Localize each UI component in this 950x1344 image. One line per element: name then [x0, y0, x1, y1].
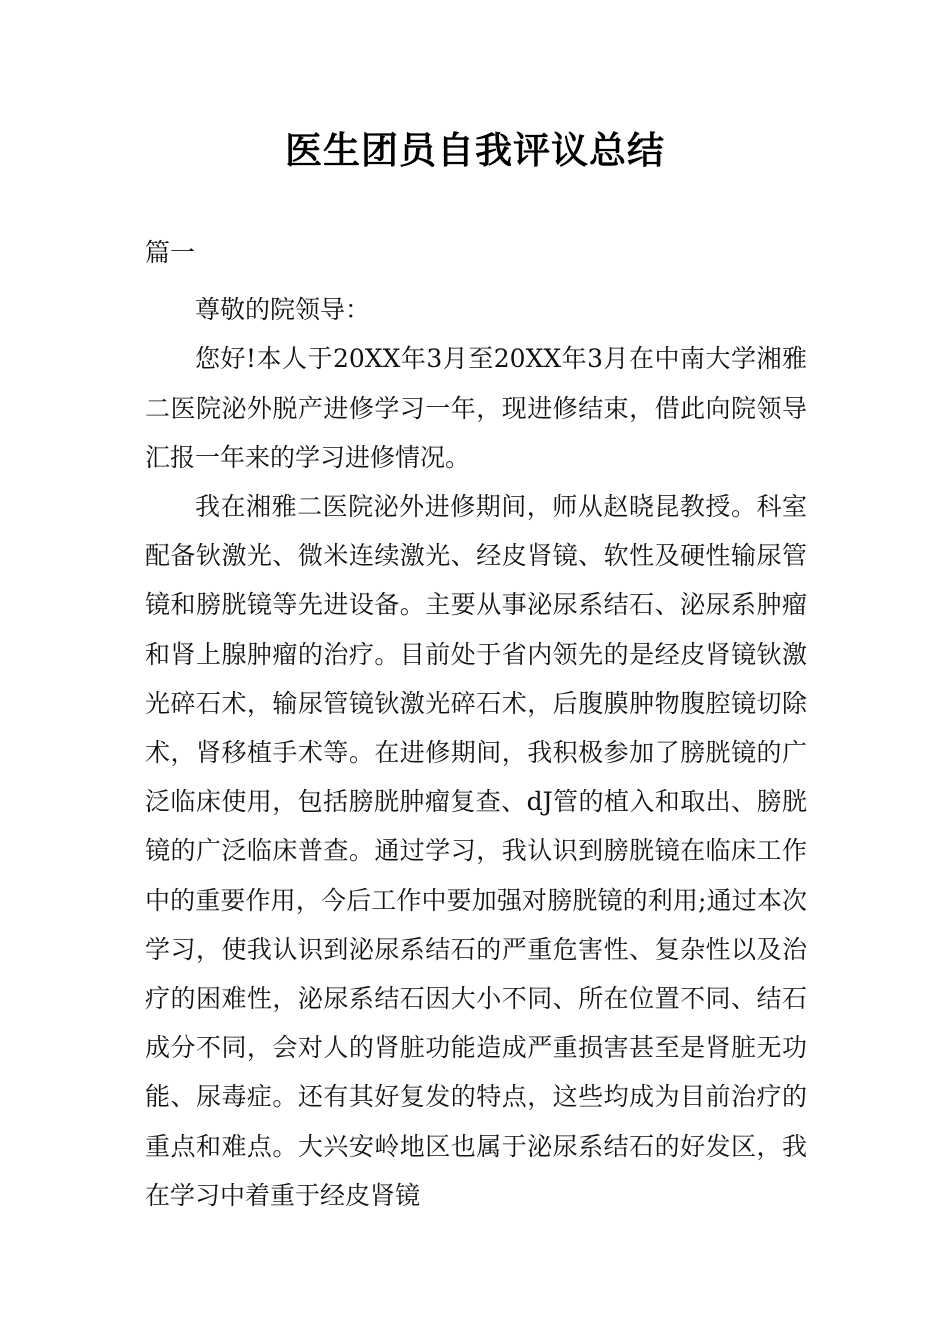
document-title: 医生团员自我评议总结 [285, 129, 665, 172]
paragraph-1: 您好!本人于20XX年3月至20XX年3月在中南大学湘雅二医院泌外脱产进修学习一年，现进修结束，借此向院领导汇报一年来的学习进修情况。 [145, 344, 807, 472]
section-label: 篇一 [145, 238, 196, 267]
document-body [145, 228, 807, 1220]
paragraph-2: 我在湘雅二医院泌外进修期间，师从赵晓昆教授。科室配备钬激光、微米连续激光、经皮肾镜、软性及硬性输尿管镜和膀胱镜等先进设备。主要从事泌尿系结石、泌尿系肿瘤和肾上腺肿瘤的治疗。目前处于省内领先的是经皮肾镜钬激光碎石术，输尿管镜钬激光碎石术，后腹膜肿物腹腔镜切除术，肾移植手术等。在进修期间，我积极参加了膀胱镜的广泛临床使用，包括膀胱肿瘤复查、dJ管的植入和取出、膀胱镜的广泛临床普查。通过学习，我认识到膀胱镜在临床工作中的重要作用，今后工作中要加强对膀胱镜的利用;通过本次学习，使我认识到泌尿系结石的严重危害性、复杂性以及治疗的困难性，泌尿系结石因大小不同、所在位置不同、结石成分不同，会对人的肾脏功能造成严重损害甚至是肾脏无功能、尿毒症。还有其好复发的特点，这些均成为目前治疗的重点和难点。大兴安岭地区也属于泌尿系结石的好发区，我在学习中着重于经皮肾镜 [145, 492, 807, 1210]
salutation: 尊敬的院领导： [195, 295, 371, 325]
